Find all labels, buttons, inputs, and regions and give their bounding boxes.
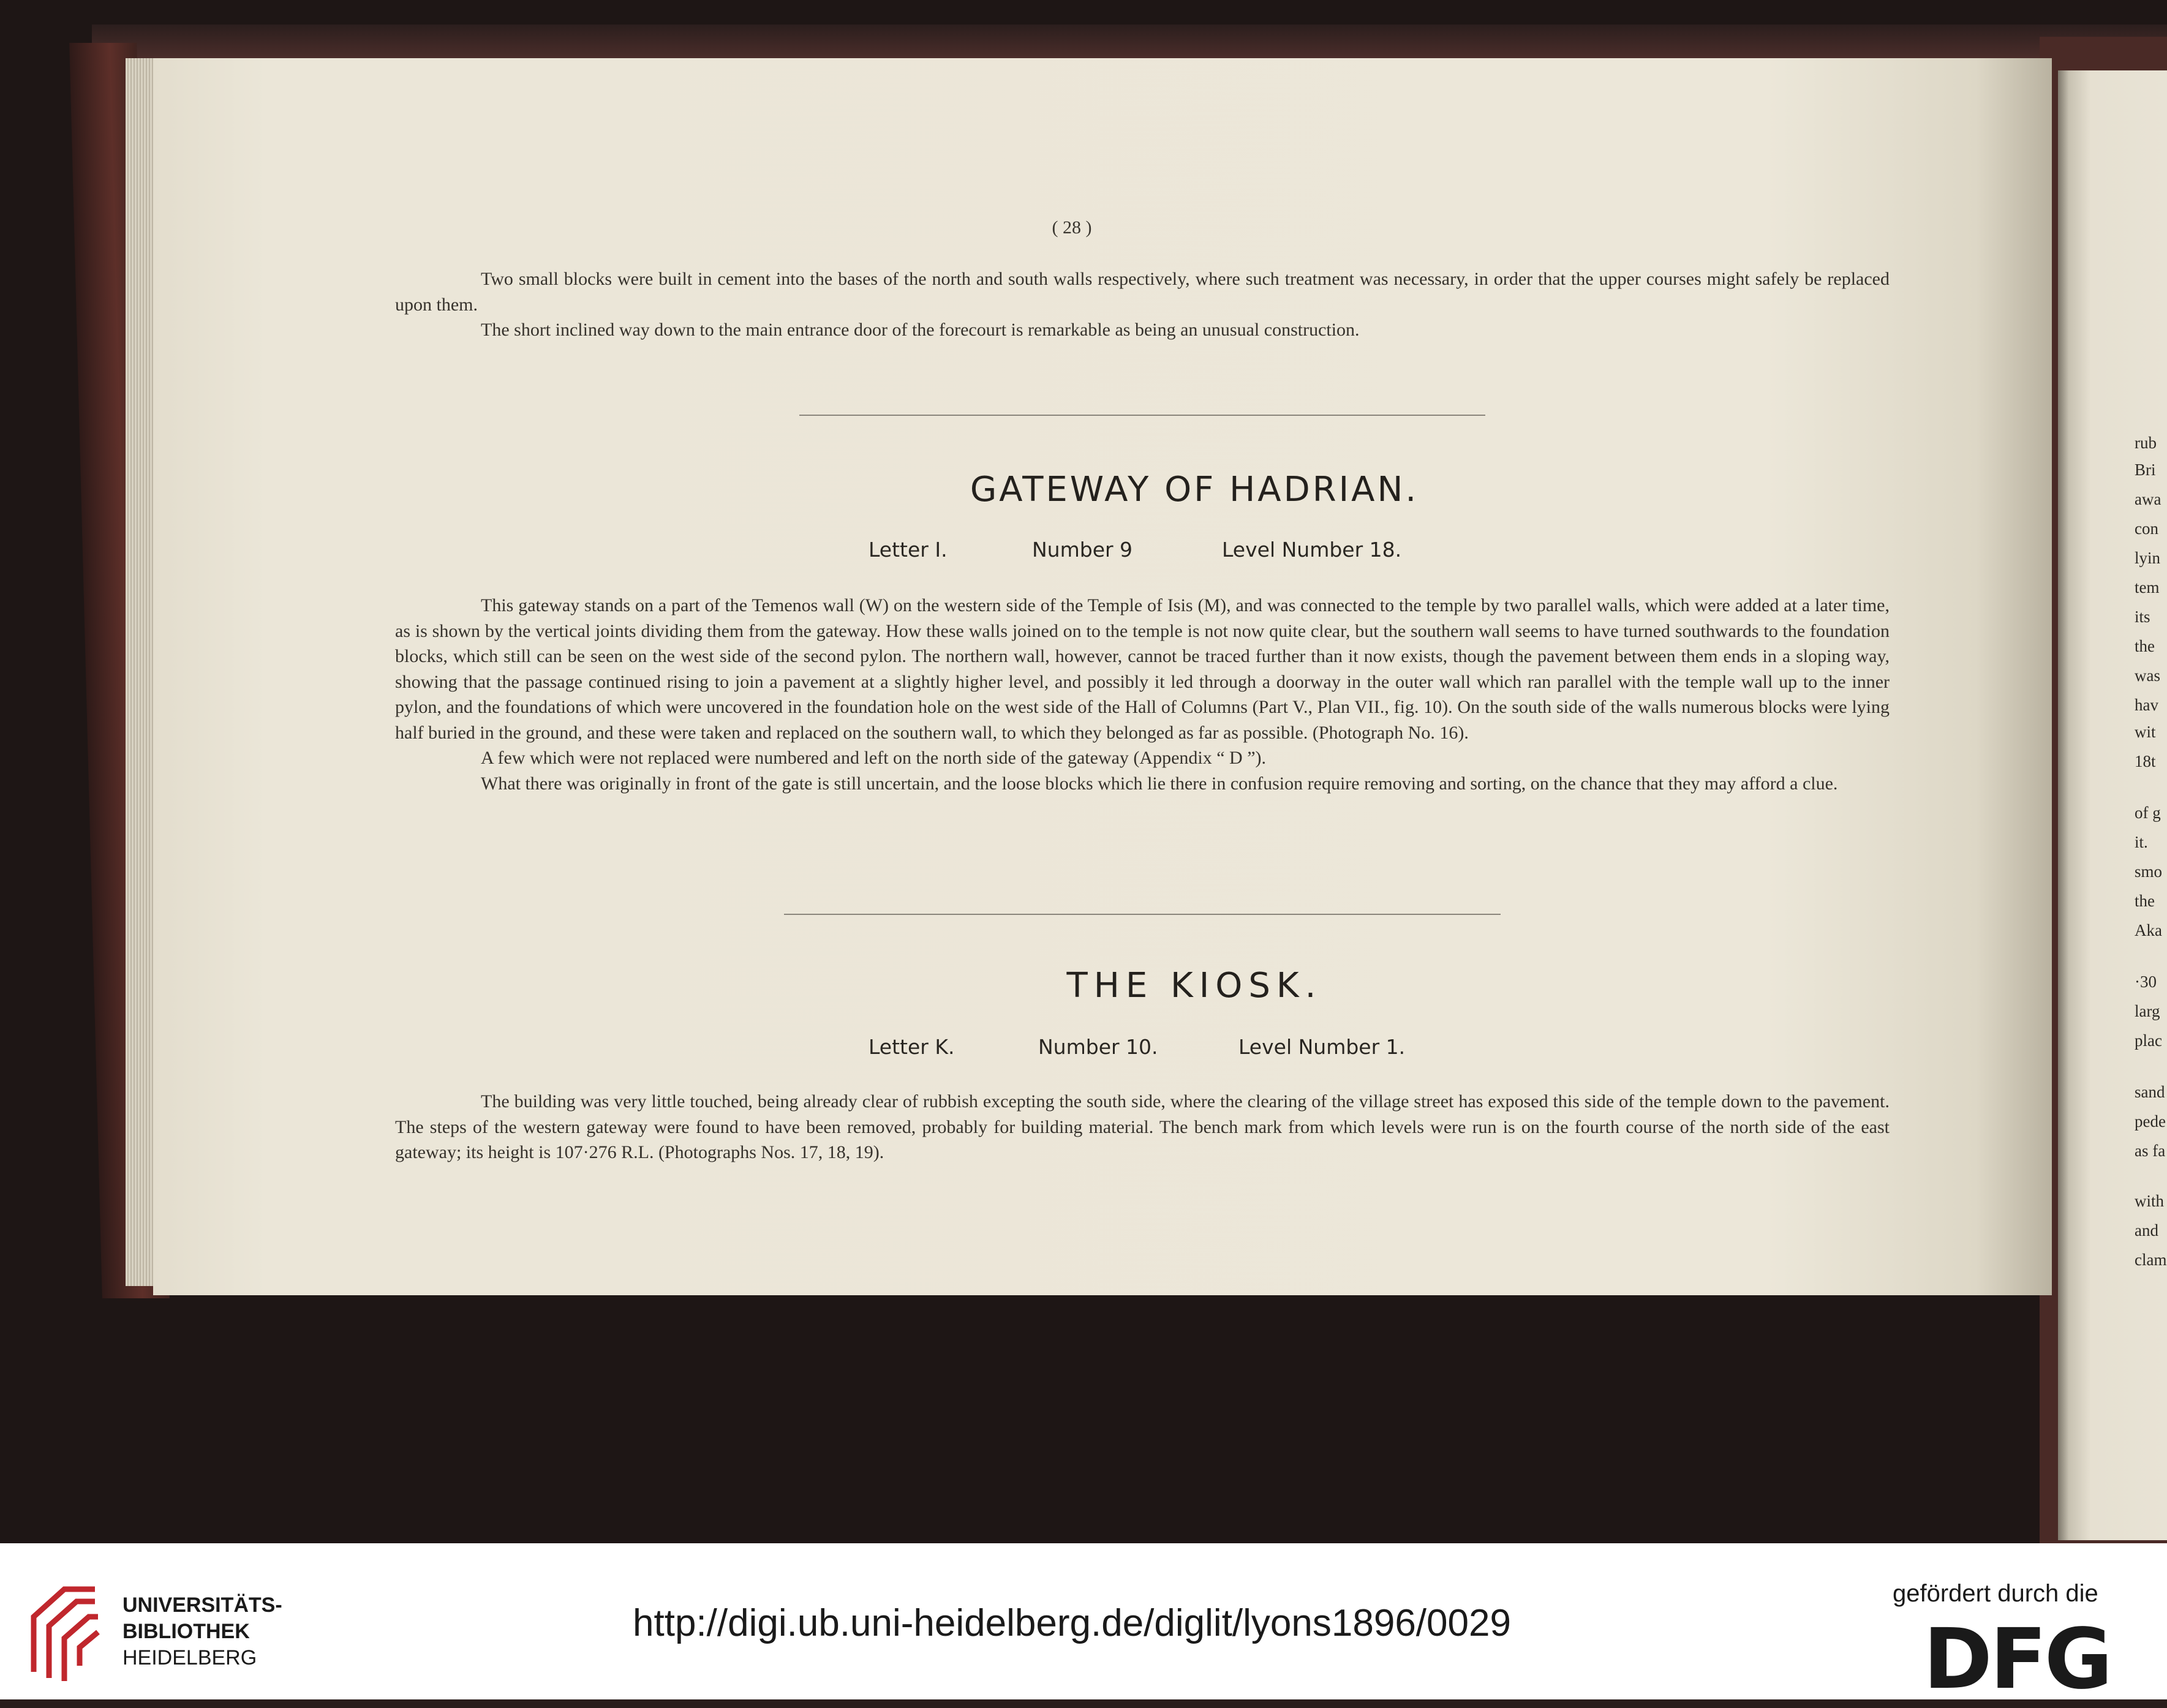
next-page-fragment: Bri [2135,461,2156,479]
next-page-fragment: lyin [2135,549,2161,567]
intro-paragraph: Two small blocks were built in cement into the bases of the north and south walls respectively, where such treatment was necessary, in order that the upper courses might safely be replaced upon them. [395,269,1890,315]
next-page-fragment: tem [2135,578,2160,596]
next-page-fragment: Aka [2135,921,2162,939]
next-page-fragment: of g [2135,803,2161,822]
next-page-fragment: rub [2135,434,2157,452]
next-page-fragment: 18t [2135,752,2156,770]
funding-caption: gefördert durch die [1893,1580,2098,1607]
next-page-fragment: as fa [2135,1142,2166,1160]
kiosk-paragraph: The building was very little touched, being already clear of rubbish excepting the south side, where the clearing of the village street has exposed this side of the temple down to the pavement. The steps of the western gateway were found to have been removed, probably for building material. The bench mark from which levels were run is on the fourth course of the north side of the east gateway; its height is 107·276 R.L. (Photographs Nos. 17, 18, 19). [395,1091,1890,1162]
next-page-fragment: larg [2135,1002,2160,1020]
gateway-text [395,593,1890,796]
next-page-fragment: wit [2135,723,2156,741]
next-page-fragment: awa [2135,490,2161,508]
gateway-letter: Letter I. [869,538,948,562]
section-divider [784,914,1501,915]
library-name-line: UNIVERSITÄTS- [122,1593,282,1617]
next-page-fragment: con [2135,519,2158,538]
university-library-logo-icon [21,1580,107,1684]
gateway-paragraph: What there was originally in front of the gate is still uncertain, and the loose blocks which lie there in confusion require removing and sorting, on the chance that they may afford a clue. [481,773,1838,794]
next-page-fragment: it. [2135,833,2148,851]
library-name-line: BIBLIOTHEK [122,1620,250,1643]
next-page-fragment: clam [2135,1251,2167,1269]
next-page-fragment: pede [2135,1112,2166,1131]
next-page-fragment: smo [2135,862,2163,881]
next-page-fragment: plac [2135,1031,2162,1050]
dfg-logo: DFG [1923,1611,2111,1708]
next-page-fragment: and [2135,1221,2158,1240]
kiosk-letter: Letter K. [869,1035,955,1059]
intro-paragraph: The short inclined way down to the main entrance door of the forecourt is remarkable as being an unusual construction. [481,320,1360,340]
next-page-fragment: ·30 [2135,973,2157,991]
next-page-fragment: its [2135,608,2150,626]
section-divider [799,415,1485,416]
viewer-footer [0,1543,2167,1708]
next-page-fragment: with [2135,1192,2165,1210]
permalink-url[interactable]: http://digi.ub.uni-heidelberg.de/diglit/lyons1896/0029 [633,1602,1511,1644]
next-page-fragment: the [2135,637,2155,655]
next-page-fragment: sand [2135,1083,2165,1101]
intro-text [395,266,1890,343]
next-page-fragment: the [2135,892,2155,910]
gateway-level: Level Number 18. [1222,538,1402,562]
kiosk-text [395,1089,1890,1165]
gateway-number: Number 9 [1032,538,1133,562]
gateway-paragraph: A few which were not replaced were numbered and left on the north side of the gateway (Appendix “ D ”). [481,748,1267,768]
section-title-kiosk: THE KIOSK. [1066,966,1322,1006]
section-title-gateway: GATEWAY OF HADRIAN. [970,470,1419,510]
next-page-fragment: hav [2135,696,2158,714]
next-page-fragment: was [2135,666,2160,685]
kiosk-level: Level Number 1. [1238,1035,1406,1059]
page-number: ( 28 ) [1052,217,1092,238]
library-name-line: HEIDELBERG [122,1646,257,1669]
gateway-paragraph: This gateway stands on a part of the Temenos wall (W) on the western side of the Temple of Isis (M), and was connected to the temple by two parallel walls, which were added at a later time, as is shown by the vertical joints dividing them from the gateway. How these walls joined on to the temple is not now quite clear, but the southern wall seems to have turned southwards to the foundation blocks, which still can be seen on the west side of the second pylon. The northern wall, however, cannot be traced further than it now exists, though the pavement between them ends in a sloping way, showing that the passage continued rising to join a pavement at a slightly higher level, and possibly it led through a doorway in the outer wall which ran parallel with the temple wall up to the inner pylon, and the foundations of which were uncovered in the foundation hole on the west side of the Hall of Columns (Part V., Plan VII., fig. 10). On the south side of the walls numerous blocks were lying half buried in the ground, and these were taken and replaced on the southern wall, to which they belonged as far as possible. (Photograph No. 16). [395,595,1890,743]
kiosk-number: Number 10. [1038,1035,1158,1059]
